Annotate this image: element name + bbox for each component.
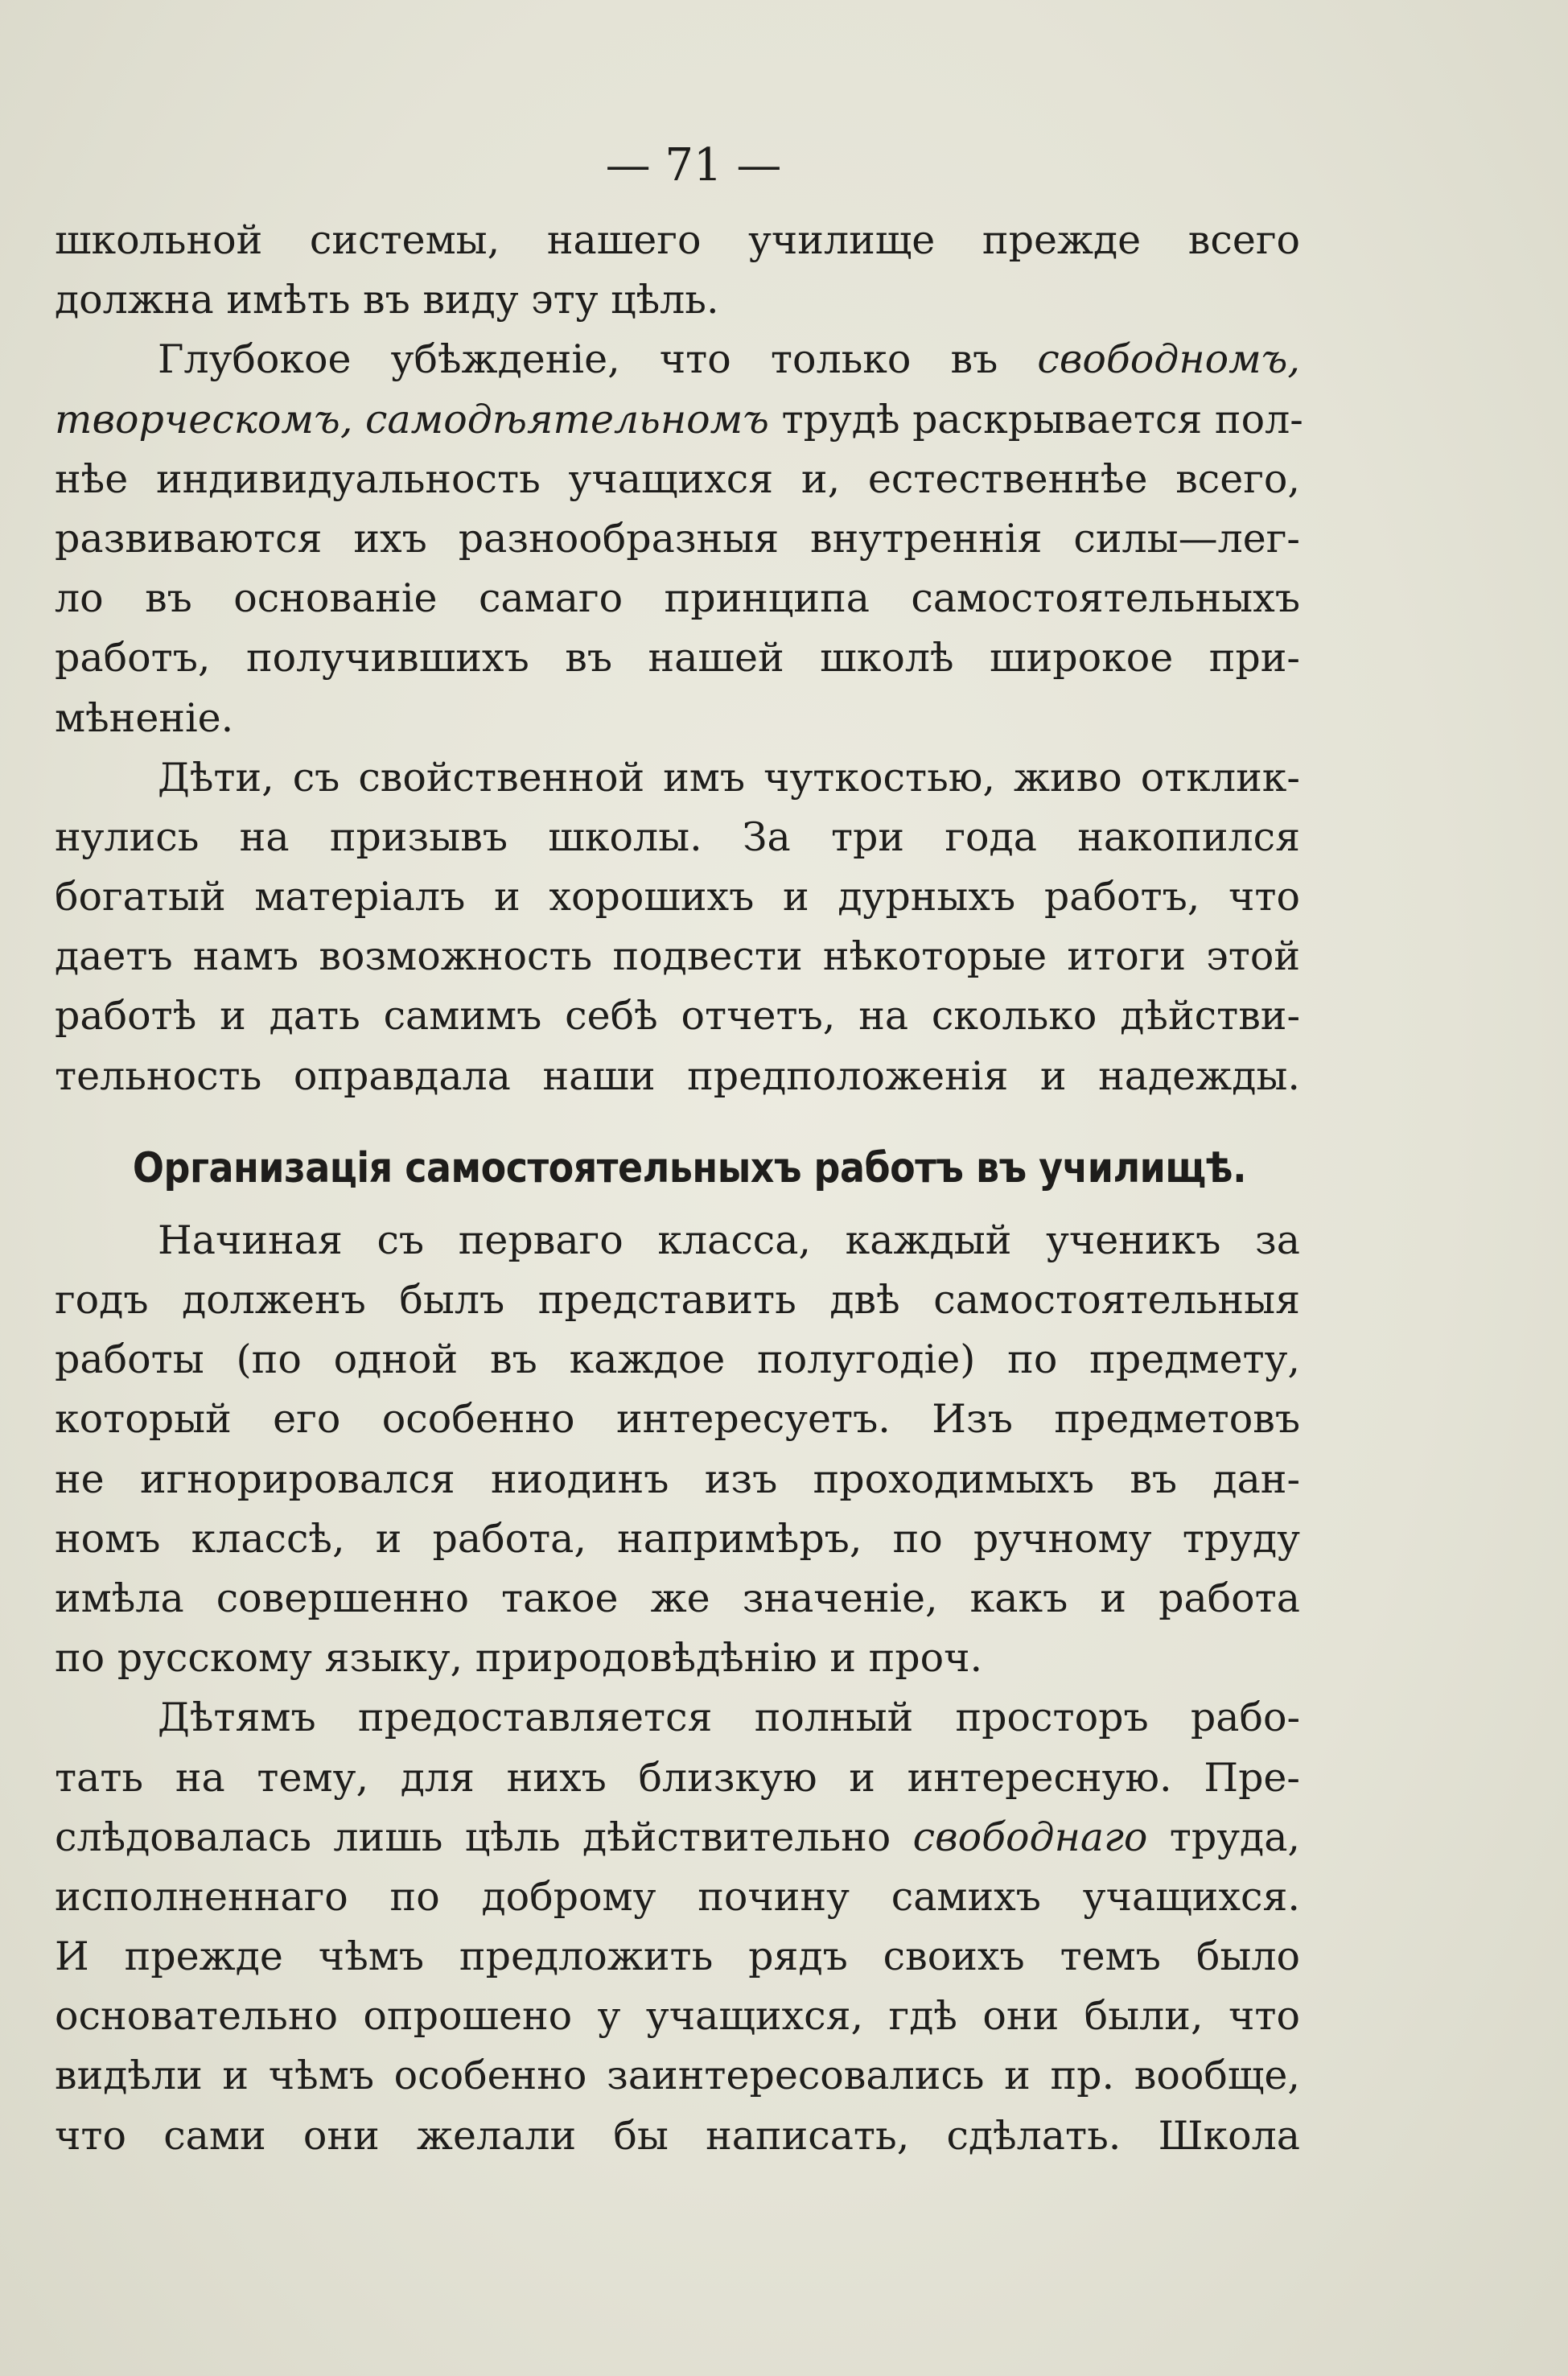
paragraph-1 (55, 211, 1300, 330)
section-heading: Организація самостоятельныхъ работъ въ училищѣ. (132, 1143, 1247, 1192)
text-block (55, 121, 1303, 2166)
text-line: И прежде чѣмъ предложить рядъ своихъ темъ было (55, 1933, 1300, 1980)
text-line: ло въ основаніе самаго принципа самостоятельныхъ (55, 575, 1300, 622)
text-line: нулись на призывъ школы. За три года накопился (55, 813, 1300, 860)
text-line: не игнорировался ниодинъ изъ проходимыхъ въ дан- (55, 1456, 1300, 1502)
text-line: творческомъ, самодѣятельномъ трудѣ раскрывается пол- (55, 396, 1303, 443)
text-line: тельность оправдала наши предположенія и надежды. (55, 1052, 1300, 1099)
text-line: богатый матеріалъ и хорошихъ и дурныхъ работъ, что (55, 874, 1300, 920)
text-line: развиваются ихъ разнообразныя внутреннія силы—лег- (55, 515, 1300, 562)
text-line: Дѣти, съ свойственной имъ чуткостью, живо отклик- (158, 754, 1300, 801)
text-line: Начиная съ перваго класса, каждый ученикъ за (158, 1217, 1300, 1263)
text-line: работы (по одной въ каждое полугодіе) по предмету, (55, 1336, 1300, 1383)
text-line: Дѣтямъ предоставляется полный просторъ рабо- (158, 1694, 1300, 1741)
text-line: школьной системы, нашего училище прежде всего (55, 217, 1300, 263)
paragraph-5 (55, 1688, 1300, 2166)
text-line: по русскому языку, природовѣдѣнію и проч. (55, 1635, 983, 1682)
text-line: который его особенно интересуетъ. Изъ предметовъ (55, 1396, 1300, 1443)
text-line: номъ классѣ, и работа, напримѣръ, по ручному труду (55, 1515, 1300, 1562)
text-line: должна имѣть въ виду эту цѣль. (55, 277, 719, 323)
text-line: слѣдовалась лишь цѣль дѣйствительно свободнаго труда, (55, 1814, 1300, 1860)
text-line: даетъ намъ возможность подвести нѣкоторые итоги этой (55, 933, 1300, 980)
text-line: исполненнаго по доброму почину самихъ учащихся. (55, 1873, 1300, 1920)
text-line: имѣла совершенно такое же значеніе, какъ и работа (55, 1575, 1300, 1621)
paragraph-3 (55, 748, 1300, 1106)
text-line: нѣе индивидуальность учащихся и, естественнѣе всего, (55, 455, 1300, 502)
text-line: мѣненіе. (55, 694, 234, 741)
text-line: работѣ и дать самимъ себѣ отчетъ, на сколько дѣйстви- (55, 993, 1300, 1040)
text-line: тать на тему, для нихъ близкую и интересную. Пре- (55, 1754, 1300, 1801)
text-line: работъ, получившихъ въ нашей школѣ широкое при- (55, 635, 1300, 682)
text-line: Глубокое убѣжденіе, что только въ свободномъ, (158, 336, 1300, 383)
text-line: что сами они желали бы написать, сдѣлать. Школа (55, 2112, 1300, 2159)
text-line: видѣли и чѣмъ особенно заинтересовались и пр. вообще, (55, 2053, 1300, 2099)
paragraph-2 (55, 330, 1303, 747)
text-line: годъ долженъ былъ представить двѣ самостоятельныя (55, 1277, 1300, 1323)
text-line: основательно опрошено у учащихся, гдѣ они были, что (55, 1993, 1300, 2040)
paragraph-4 (55, 1211, 1300, 1689)
page-number: — 71 — (605, 139, 782, 191)
